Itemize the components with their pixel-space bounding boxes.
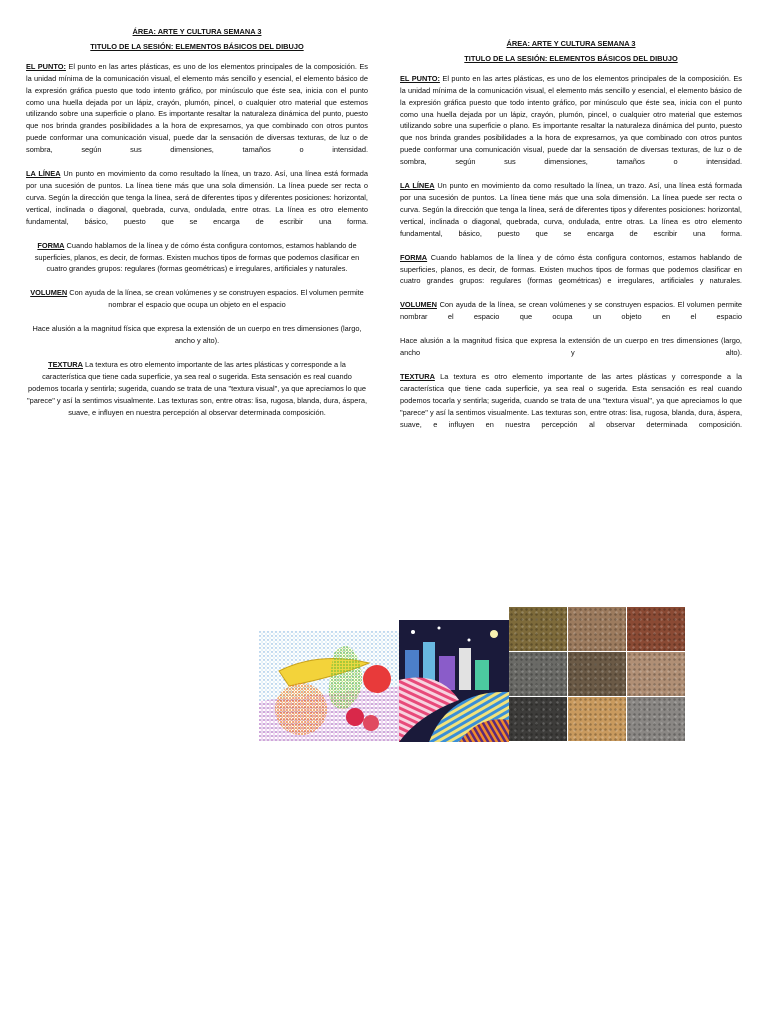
linea-paragraph bbox=[26, 168, 368, 228]
textura-paragraph bbox=[400, 371, 742, 431]
pointillism-fruit-image bbox=[259, 631, 399, 741]
texture-tile bbox=[568, 652, 626, 696]
line-art-cityscape-svg bbox=[399, 620, 509, 742]
linea-term: LA LÍNEA bbox=[400, 181, 435, 191]
left-column bbox=[26, 26, 368, 430]
texture-tile bbox=[627, 607, 685, 651]
punto-term: EL PUNTO: bbox=[400, 73, 440, 83]
forma-term: FORMA bbox=[37, 240, 65, 250]
forma-paragraph bbox=[400, 252, 742, 288]
forma-term: FORMA bbox=[400, 252, 428, 262]
magnitud-paragraph: Hace alusión a la magnitud física que expresa la extensión de un cuerpo en tres dimensiones (largo, ancho y alto). bbox=[32, 324, 362, 346]
forma-text: Cuando hablamos de la línea y de cómo ésta configura contornos, estamos hablando de superficies, planos, es decir, de formas. Existen muchos tipos de formas que podemos clasificar en cuatro grandes grupos: regulares (formas geométricas) e irregulares, artificiales y naturales. bbox=[400, 252, 742, 286]
linea-text: Un punto en movimiento da como resultado la línea, un trazo. Así, una línea está formada por una sucesión de puntos. La línea tiene más que una sola dimensión. La línea puede ser recta o curva. Según la dirección que tenga la línea, será de diferentes tipos y diferentes posiciones: horizontal, vertical, inclinada o diagonal, quebrada, curva, ondulada, entre otras. La línea es otro elemento fundamental, básico, puesto que se encarga de escribir una forma. bbox=[26, 169, 368, 226]
volumen-paragraph bbox=[26, 287, 368, 311]
texture-grid-image bbox=[509, 607, 686, 742]
right-column bbox=[400, 38, 742, 442]
punto-text: El punto en las artes plásticas, es uno de los elementos principales de la composición. Es la unidad mínima de la comunicación visual, el elemento más sencillo y esencial, el elemento básico de la expresión gráfica puesto que todo intento gráfico, por minúsculo que éste sea, inicia con el punto como una huella dejada por un lápiz, crayón, plumón, pincel, o cualquier otro material que estemos utilizando sobre una superficie o plano. Es importante resaltar la naturaleza dinámica del punto, puesto que nos brinda grandes posibilidades a la hora de expresarnos, ya que combinado con otros puntos puede conformar una comunicación visual, puede dar la sensación de diversas texturas, de luz o de sombra, según sus dimensiones, tamaños o intensidad. bbox=[400, 73, 742, 167]
volumen-term: VOLUMEN bbox=[400, 300, 437, 310]
textura-paragraph bbox=[26, 359, 368, 419]
texture-tile bbox=[509, 652, 567, 696]
textura-term: TEXTURA bbox=[48, 359, 83, 369]
linea-text: Un punto en movimiento da como resultado la línea, un trazo. Así, una línea está formada por una sucesión de puntos. La línea tiene más que una sola dimensión. La línea puede ser recta o curva. Según la dirección que tenga la línea, será de diferentes tipos y diferentes posiciones: horizontal, vertical, inclinada o diagonal, quebrada, curva, ondulada, entre otras. La línea es otro elemento fundamental, básico, puesto que se encarga de escribir una forma. bbox=[400, 181, 742, 238]
punto-paragraph bbox=[26, 61, 368, 156]
volumen-paragraph bbox=[400, 299, 742, 323]
textura-text: La textura es otro elemento importante de las artes plásticas y corresponde a la característica que tiene cada superficie, ya sea real o sugerida. Esta sensación es real cuando podemos tocarla y sentirla; sugerida, cuando se trata de una "textura visual", ya que apreciamos lo que "parece" y así la sentimos visualmente. Las texturas son, entre otras: lisa, rugosa, blanda, dura, áspera, suave, e influyen en nuestra percepción al observar determinada composición. bbox=[400, 371, 742, 429]
line-art-cityscape-image bbox=[399, 620, 509, 742]
session-title: TITULO DE LA SESIÓN: ELEMENTOS BÁSICOS DEL DIBUJO bbox=[464, 53, 678, 63]
area-title: ÁREA: ARTE Y CULTURA SEMANA 3 bbox=[132, 27, 262, 36]
linea-paragraph bbox=[400, 180, 742, 240]
texture-tile bbox=[627, 697, 685, 741]
volumen-text: Con ayuda de la línea, se crean volúmenes y se construyen espacios. El volumen permite nombrar el espacio que ocupa un objeto en el espacio bbox=[400, 300, 742, 322]
texture-tile bbox=[509, 697, 567, 741]
punto-paragraph bbox=[400, 73, 742, 168]
texture-tile bbox=[627, 652, 685, 696]
volumen-term: VOLUMEN bbox=[30, 288, 68, 298]
punto-term: EL PUNTO: bbox=[26, 61, 66, 71]
magnitud-paragraph: Hace alusión a la magnitud física que expresa la extensión de un cuerpo en tres dimensiones (largo, ancho y alto). bbox=[400, 336, 742, 358]
volumen-text: Con ayuda de la línea, se crean volúmenes y se construyen espacios. El volumen permite nombrar el espacio que ocupa un objeto en el espacio bbox=[67, 288, 364, 310]
area-title: ÁREA: ARTE Y CULTURA SEMANA 3 bbox=[506, 39, 636, 48]
forma-paragraph bbox=[26, 240, 368, 276]
textura-text: La textura es otro elemento importante de las artes plásticas y corresponde a la característica que tiene cada superficie, ya sea real o sugerida. Esta sensación es real cuando podemos tocarla y sentirla; sugerida, cuando se trata de una "textura visual", ya que apreciamos lo que "parece" y así la sentimos visualmente. Las texturas son, entre otras: lisa, rugosa, blanda, dura, áspera, suave, e influyen en nuestra percepción al observar determinada composición. bbox=[26, 359, 368, 417]
session-title: TITULO DE LA SESIÓN: ELEMENTOS BÁSICOS DEL DIBUJO bbox=[90, 41, 304, 51]
linea-term: LA LÍNEA bbox=[26, 169, 61, 179]
pointillism-fruit-svg bbox=[259, 631, 399, 741]
texture-tile bbox=[568, 697, 626, 741]
forma-text: Cuando hablamos de la línea y de cómo ésta configura contornos, estamos hablando de superficies, planos, es decir, de formas. Existen muchos tipos de formas que podemos clasificar en cuatro grandes grupos: regulares (formas geométricas) e irregulares, artificiales y naturales. bbox=[34, 240, 360, 274]
punto-text: El punto en las artes plásticas, es uno de los elementos principales de la composición. Es la unidad mínima de la comunicación visual, el elemento más sencillo y esencial, el elemento básico de la expresión gráfica puesto que todo intento gráfico, por minúsculo que éste sea, inicia con el punto como una huella dejada por un lápiz, crayón, plumón, pincel, o cualquier otro material que estemos utilizando sobre una superficie o plano. Es importante resaltar la naturaleza dinámica del punto, puesto que nos brinda grandes posibilidades a la hora de expresarnos, ya que combinado con otros puntos puede conformar una comunicación visual, puede dar la sensación de diversas texturas, de luz o de sombra, según sus dimensiones, tamaños o intensidad. bbox=[26, 61, 368, 155]
texture-tile bbox=[509, 607, 567, 651]
texture-tile bbox=[568, 607, 626, 651]
textura-term: TEXTURA bbox=[400, 371, 435, 381]
